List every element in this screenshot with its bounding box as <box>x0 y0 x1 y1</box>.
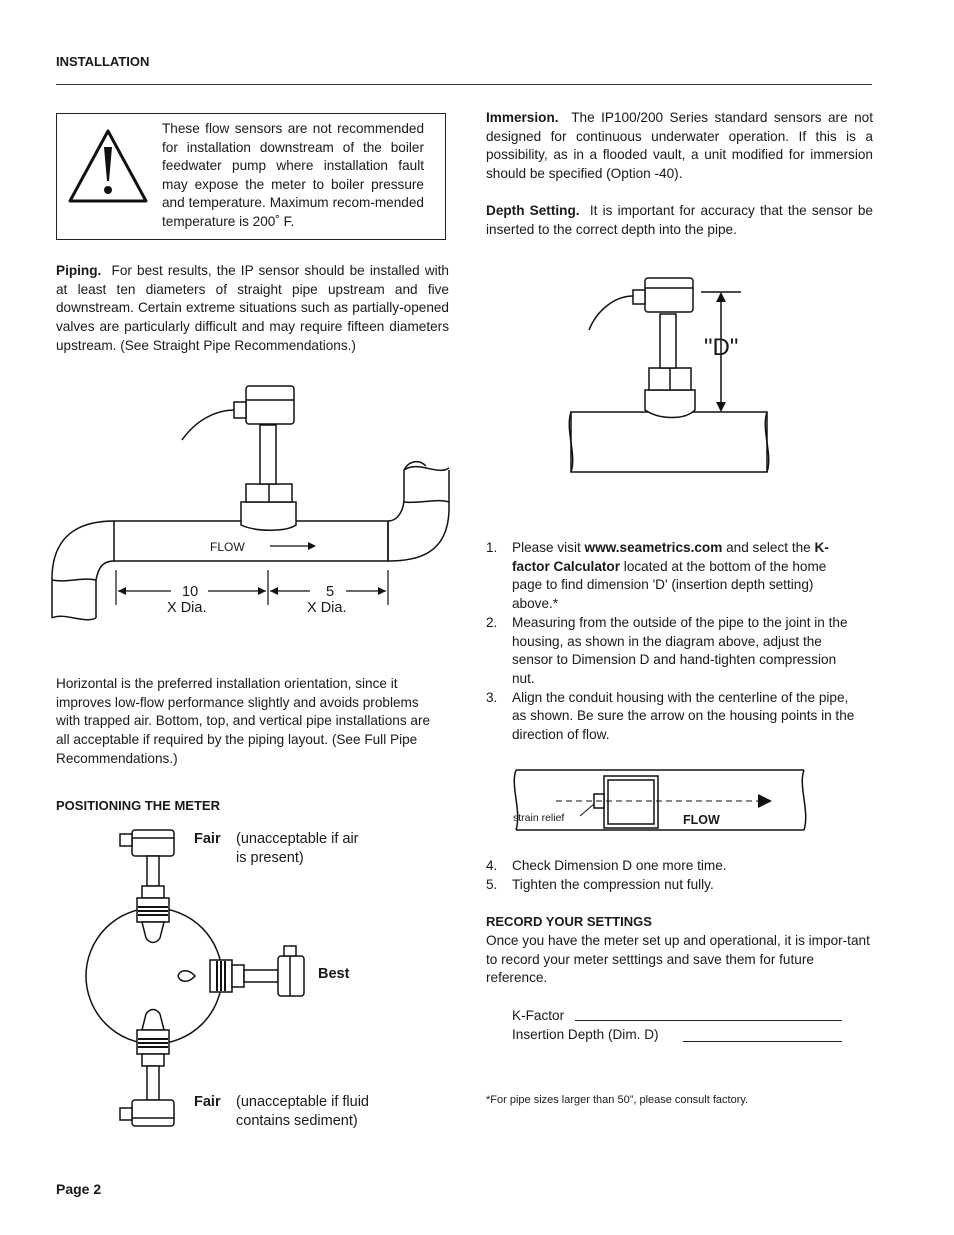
depth-paragraph <box>486 202 873 239</box>
header-rule <box>56 84 872 85</box>
record-heading: RECORD YOUR SETTINGS <box>486 914 652 929</box>
website-link[interactable]: www.seametrics.com <box>584 540 723 555</box>
immersion-paragraph <box>486 109 873 184</box>
warning-triangle-icon <box>66 127 150 205</box>
k-factor-label: K-Factor <box>512 1008 565 1023</box>
footnote: *For pipe sizes larger than 50”, please consult factory. <box>486 1094 749 1106</box>
insertion-depth-label: Insertion Depth (Dim. D) <box>512 1027 659 1042</box>
depth-title: Depth Setting. <box>486 203 580 218</box>
bottom-note: (unacceptable if fluid contains sediment) <box>236 1094 369 1129</box>
insertion-depth-field[interactable] <box>683 1027 842 1042</box>
warning-text: These flow sensors are not recommended for installation downstream of the boiler feedwater pump where installation fault may expose the meter to boiler pressure and temperature. Maximum recom-mended temperature is 200˚ F. <box>162 121 424 229</box>
strain-relief-label: strain relief <box>513 812 565 824</box>
k-factor-calculator: K-factor Calculator <box>512 540 829 574</box>
straight-pipe-diagram <box>46 380 456 625</box>
piping-body: For best results, the IP sensor should be installed with at least ten diameters of straight pipe upstream and five downstream. Certain extreme situations such as partially-opened valves are particularly difficult and may require fifteen diameters upstream. (See Straight Pipe Recommendations.) <box>56 263 449 353</box>
step-2: 2. Measuring from the outside of the pipe to the joint in the housing, as shown in the diagram above, adjust the sensor to Dimension D and hand-tighten compression nut. <box>486 614 848 686</box>
steps-list <box>486 539 856 745</box>
section-header: INSTALLATION <box>56 54 150 69</box>
step-4: 4. Check Dimension D one more time. <box>486 858 727 873</box>
flow-label: FLOW <box>210 540 245 554</box>
step-1: 1. Please visit www.seametrics.com and select the K-factor Calculator located at the bottom of the home page to find dimension 'D' (insertion depth setting) above.* <box>486 540 829 612</box>
insertion-depth-diagram <box>565 270 775 475</box>
piping-paragraph <box>56 262 449 356</box>
upstream-unit: X Dia. <box>167 600 207 616</box>
depth-body: It is important for accuracy that the sensor be inserted to the correct depth into the pipe. <box>486 203 873 237</box>
page-number: Page 2 <box>56 1181 102 1197</box>
side-rating: Best <box>318 966 350 982</box>
positioning-heading: POSITIONING THE METER <box>56 798 220 813</box>
top-note: (unacceptable if air is present) <box>236 831 359 866</box>
record-body: Once you have the meter set up and operational, it is impor-tant to record your meter setttings and save them for future reference. <box>486 933 870 986</box>
downstream-number: 5 <box>326 584 335 600</box>
upstream-number: 10 <box>182 584 199 600</box>
downstream-unit: X Dia. <box>307 600 347 616</box>
dimension-d-label: "D" <box>704 334 739 361</box>
step-5: 5. Tighten the compression nut fully. <box>486 876 714 892</box>
piping-title: Piping. <box>56 263 102 278</box>
flow-direction-label: FLOW <box>683 813 720 827</box>
immersion-title: Immersion. <box>486 110 559 125</box>
top-rating: Fair <box>194 831 221 847</box>
immersion-body: The IP100/200 Series standard sensors are not designed for continuous underwater operation. If this is a possibility, as in a flooded vault, a unit modified for immersion should be specified (Option -40). <box>486 110 873 182</box>
steps-list-2 <box>486 857 856 894</box>
k-factor-field[interactable] <box>575 1006 842 1021</box>
bottom-rating: Fair <box>194 1094 221 1110</box>
positioning-diagram <box>80 822 320 1137</box>
step-3: 3. Align the conduit housing with the centerline of the pipe, as shown. Be sure the arrow on the housing points in the direction of flow. <box>486 689 855 743</box>
horizontal-paragraph: Horizontal is the preferred installation orientation, since it improves low-flow performance slightly and avoids problems with trapped air. Bottom, top, and vertical pipe installations are all acceptable if required by the piping layout. (See Full Pipe Recommendations.) <box>56 676 431 766</box>
